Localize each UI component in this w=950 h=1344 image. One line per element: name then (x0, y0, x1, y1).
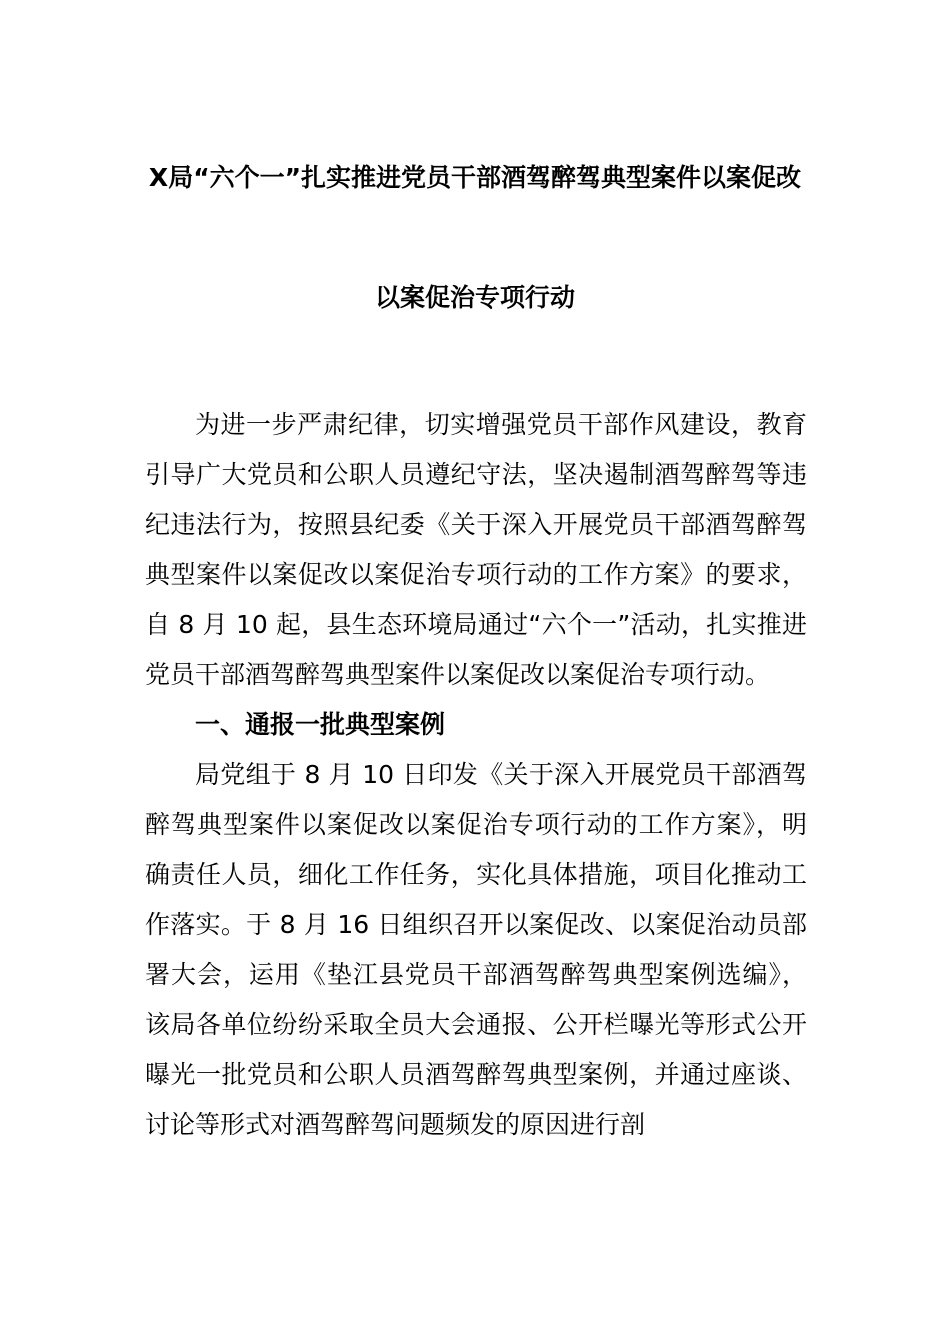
document-title-line-1: X局“六个一”扎实推进党员干部酒驾醉驾典型案件以案促改 (148, 163, 802, 192)
document-title-line-2: 以案促治专项行动 (374, 283, 575, 312)
section-1-paragraph: 局党组于 8 月 10 日印发《关于深入开展党员干部酒驾醉驾典型案件以案促改以案促治专项行动的工作方案》，明确责任人员，细化工作任务，实化具体措施，项目化推动工作落实。于 8 月 16 日组织召开以案促改、以案促治动员部署大会，运用《垫江县党员干部酒驾醉驾典型案例选编》，该局各单位纷纷采取全员大会通报、公开栏曝光等形式公开曝光一批党员和公职人员酒驾醉驾典型案例，并通过座谈、讨论等形式对酒驾醉驾问题频发的原因进行剖 (145, 760, 807, 1139)
section-heading-1: 一、通报一批典型案例 (195, 710, 446, 739)
document-body (145, 400, 807, 1150)
intro-paragraph: 为进一步严肃纪律，切实增强党员干部作风建设，教育引导广大党员和公职人员遵纪守法，坚决遏制酒驾醉驾等违纪违法行为，按照县纪委《关于深入开展党员干部酒驾醉驾典型案件以案促改以案促治专项行动的工作方案》的要求，自 8 月 10 起，县生态环境局通过“六个一”活动，扎实推进党员干部酒驾醉驾典型案件以案促改以案促治专项行动。 (145, 410, 807, 689)
